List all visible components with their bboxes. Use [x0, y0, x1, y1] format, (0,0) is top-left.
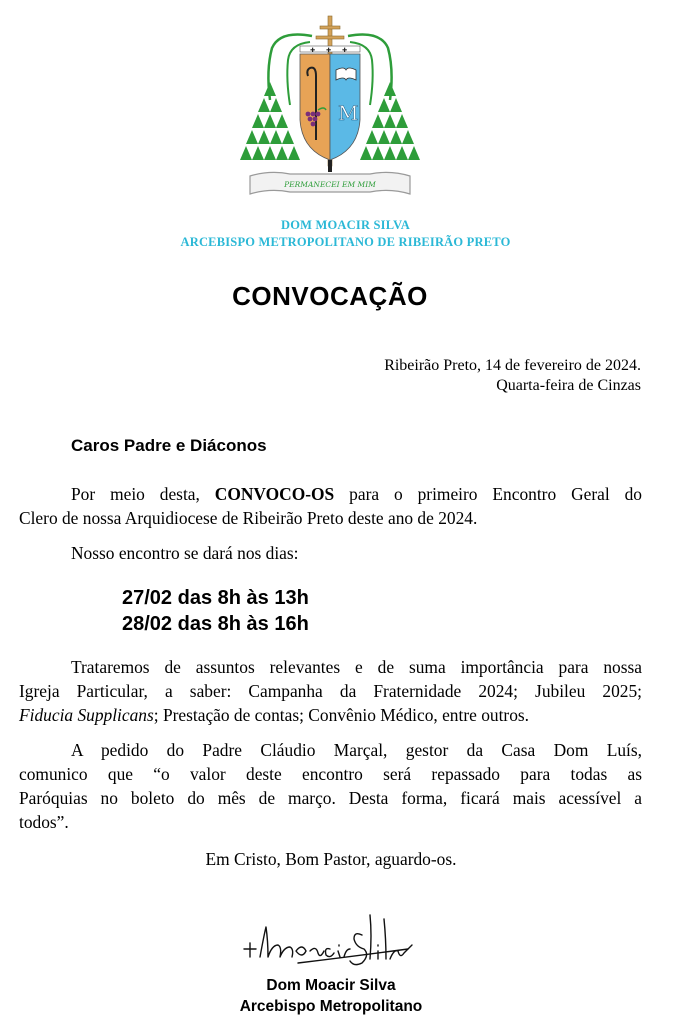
- paragraph-line: Paróquias no boleto do mês de março. Desta forma, ficará mais acessível a: [19, 788, 642, 808]
- date-line-2: 28/02 das 8h às 16h: [122, 613, 309, 635]
- page-title: CONVOCAÇÃO: [232, 281, 428, 311]
- header-role: ARCEBISPO METROPOLITANO DE RIBEIRÃO PRETO: [180, 235, 511, 249]
- motto-text: PERMANECEI EM MIM: [284, 180, 376, 189]
- fiducia-supplicans-title: Fiducia Supplicans: [19, 705, 154, 725]
- paragraph-topics: [19, 655, 642, 727]
- paragraph-dates-intro: [19, 541, 642, 565]
- paragraph-convocation: [19, 482, 642, 530]
- date-line-1: 27/02 das 8h às 13h: [122, 587, 309, 609]
- salutation: Caros Padre e Diáconos: [71, 436, 267, 455]
- paragraph-line: Trataremos de assuntos relevantes e de suma importância para nossa: [71, 657, 642, 677]
- tassels-right-icon: [360, 82, 420, 160]
- marian-monogram-icon: M: [338, 101, 359, 125]
- header-name: DOM MOACIR SILVA: [281, 218, 410, 232]
- signatory-name: Dom Moacir Silva: [266, 977, 396, 994]
- svg-text:✚: ✚: [342, 47, 348, 54]
- paragraph-line: Nosso encontro se dará nos dias:: [71, 543, 299, 563]
- paragraph-line: A pedido do Padre Cláudio Marçal, gestor da Casa Dom Luís,: [71, 740, 642, 760]
- coat-of-arms-emblem: [240, 10, 420, 205]
- paragraph-line: Fiducia Supplicans; Prestação de contas; Convênio Médico, entre outros.: [19, 705, 530, 725]
- signatory-role: Arcebispo Metropolitano: [239, 998, 423, 1015]
- open-book-icon: [336, 68, 356, 80]
- paragraph-line: Por meio desta, CONVOCO-OS para o primeiro Encontro Geral do: [71, 484, 642, 504]
- closing-line: Em Cristo, Bom Pastor, aguardo-os.: [205, 849, 457, 869]
- dateline-day: Quarta-feira de Cinzas: [496, 377, 641, 394]
- svg-text:✚: ✚: [326, 47, 332, 54]
- paragraph-line: Igreja Particular, a saber: Campanha da Fraternidade 2024; Jubileu 2025;: [19, 681, 642, 701]
- dateline-place-date: Ribeirão Preto, 14 de fevereiro de 2024.: [384, 357, 641, 374]
- paragraph-line: Clero de nossa Arquidiocese de Ribeirão Preto deste ano de 2024.: [19, 508, 478, 528]
- handwritten-signature: [238, 905, 418, 977]
- paragraph-line: comunico que “o valor deste encontro será repassado para todas as: [19, 764, 642, 784]
- convoco-emphasis: CONVOCO-OS: [214, 484, 335, 504]
- paragraph-payment-notice: [19, 738, 642, 834]
- tassels-left-icon: [240, 82, 300, 160]
- svg-text:✚: ✚: [310, 47, 316, 54]
- paragraph-line: todos”.: [19, 812, 69, 832]
